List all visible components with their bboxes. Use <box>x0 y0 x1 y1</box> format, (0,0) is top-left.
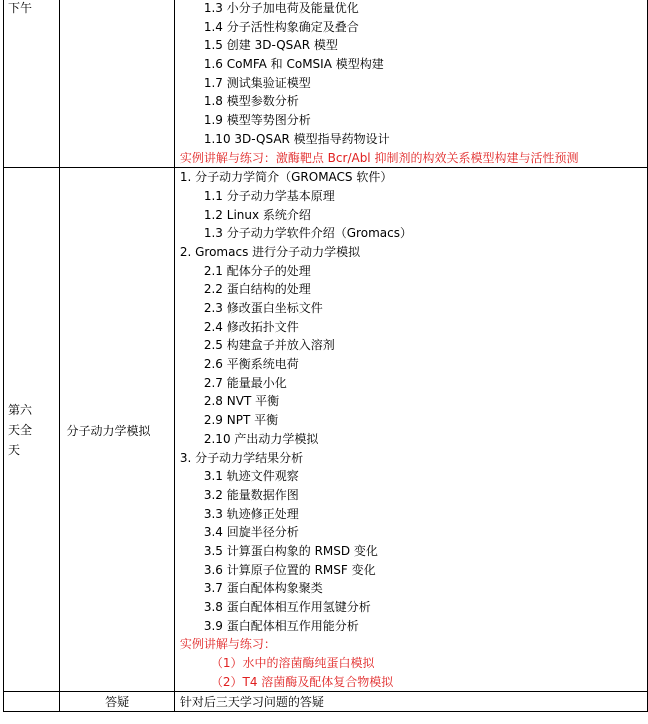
content-line: （2）T4 溶菌酶及配体复合物模拟 <box>210 674 394 689</box>
time-label: 第六天全天 <box>8 402 33 457</box>
content-line: （1）水中的溶菌酶纯蛋白模拟 <box>210 656 375 671</box>
content-cell <box>174 692 647 712</box>
time-cell <box>4 168 60 692</box>
table-row <box>4 168 648 692</box>
content-line: 1.6 CoMFA 和 CoMSIA 模型构建 <box>203 57 384 72</box>
content-line: 3.3 轨迹修正处理 <box>203 506 299 521</box>
content-line: 2.4 修改拓扑文件 <box>203 319 299 334</box>
content-line: 3.6 计算原子位置的 RMSF 变化 <box>203 562 376 577</box>
content-cell <box>174 0 647 168</box>
qa-content: 针对后三天学习问题的答疑 <box>179 695 324 710</box>
time-cell <box>4 692 60 712</box>
content-line: 3.4 回旋半径分析 <box>203 525 299 540</box>
topic-label: 分子动力学模拟 <box>66 424 151 439</box>
schedule-table <box>3 0 648 712</box>
content-line: 3.8 蛋白配体相互作用氢键分析 <box>203 600 371 614</box>
content-line: 2.10 产出动力学模拟 <box>203 431 319 446</box>
content-line: 1.7 测试集验证模型 <box>203 75 311 90</box>
content-lines <box>175 168 647 691</box>
topic-cell <box>60 168 174 692</box>
content-line: 1.4 分子活性构象确定及叠合 <box>203 19 359 34</box>
content-line: 1.8 模型参数分析 <box>203 94 299 109</box>
content-line: 1.9 模型等势图分析 <box>203 113 311 128</box>
content-line: 1.3 分子动力学软件介绍（Gromacs） <box>203 226 412 241</box>
content-line: 3.2 能量数据作图 <box>203 487 299 502</box>
content-line: 2.9 NPT 平衡 <box>203 413 279 428</box>
content-line: 1.2 Linux 系统介绍 <box>203 207 311 222</box>
content-line: 2. Gromacs 进行分子动力学模拟 <box>179 244 361 259</box>
content-line: 2.8 NVT 平衡 <box>203 394 280 409</box>
content-line: 2.1 配体分子的处理 <box>203 263 311 278</box>
topic-cell <box>60 0 174 168</box>
content-line: 2.7 能量最小化 <box>203 375 287 390</box>
content-line: 1.3 小分子加电荷及能量优化 <box>203 1 359 15</box>
time-label: 下午 <box>8 1 33 15</box>
content-line: 实例讲解与练习：激酶靶点 Bcr/Abl 抑制剂的构效关系模型构建与活性预测 <box>179 150 579 165</box>
content-line: 实例讲解与练习： <box>179 637 276 652</box>
table-row <box>4 692 648 712</box>
content-line: 1. 分子动力学简介（GROMACS 软件） <box>179 170 393 185</box>
time-cell <box>4 0 60 168</box>
content-line: 2.6 平衡系统电荷 <box>203 357 299 372</box>
content-lines <box>175 0 647 167</box>
content-line: 3.5 计算蛋白构象的 RMSD 变化 <box>203 543 378 558</box>
content-line: 2.3 修改蛋白坐标文件 <box>203 301 323 315</box>
topic-label: 答疑 <box>105 695 130 710</box>
content-line: 3. 分子动力学结果分析 <box>179 450 304 465</box>
content-cell <box>174 168 647 692</box>
content-line: 3.7 蛋白配体构象聚类 <box>203 581 323 596</box>
content-line: 2.2 蛋白结构的处理 <box>203 282 311 297</box>
content-line: 1.10 3D-QSAR 模型指导药物设计 <box>203 131 390 146</box>
content-line: 2.5 构建盒子并放入溶剂 <box>203 338 335 353</box>
table-row <box>4 0 648 168</box>
topic-cell <box>60 692 174 712</box>
content-line: 1.5 创建 3D-QSAR 模型 <box>203 38 338 53</box>
content-line: 3.9 蛋白配体相互作用能分析 <box>203 618 359 633</box>
content-line: 1.1 分子动力学基本原理 <box>203 188 335 203</box>
content-line: 3.1 轨迹文件观察 <box>203 469 299 484</box>
